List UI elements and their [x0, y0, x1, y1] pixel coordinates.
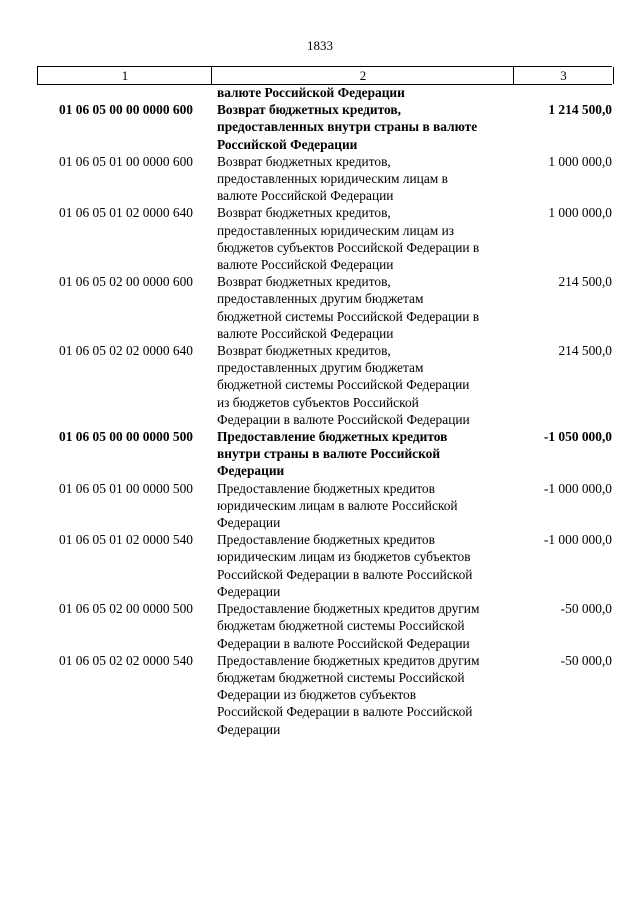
row-value: 214 500,0: [558, 274, 612, 290]
table-row: [37, 204, 612, 273]
table-row: [37, 600, 612, 652]
row-code: [37, 84, 215, 101]
table-row: [37, 652, 612, 738]
row-value: 1 214 500,0: [548, 102, 612, 118]
row-code: 01 06 05 01 02 0000 540: [59, 532, 193, 548]
row-name: Предоставление бюджетных кредитов юридическим лицам из бюджетов субъектов Российской Федерации в валюте Российской Федерации: [217, 532, 473, 599]
row-name: Возврат бюджетных кредитов, предоставленных юридическим лицам в валюте Российской Федерации: [217, 153, 448, 204]
row-name: Предоставление бюджетных кредитов юридическим лицам в валюте Российской Федерации: [217, 480, 458, 531]
row-code: 01 06 05 02 02 0000 640: [59, 343, 193, 359]
row-name: Возврат бюджетных кредитов, предоставленных юридическим лицам из бюджетов субъектов Российской Федерации в валюте Российской Федерации: [217, 205, 480, 273]
row-code: 01 06 05 02 02 0000 540: [59, 652, 193, 668]
table-row: [37, 531, 612, 600]
header-col-3: 3: [513, 67, 614, 84]
row-value: -1 050 000,0: [543, 429, 612, 445]
row-code: 01 06 05 00 00 0000 500: [59, 429, 193, 445]
table-row: [37, 101, 612, 153]
row-code: 01 06 05 00 00 0000 600: [59, 102, 193, 118]
row-value: -1 000 000,0: [543, 480, 612, 496]
row-name: Предоставление бюджетных кредитов другим бюджетам бюджетной системы Российской Федерации из бюджетов субъектов Российской Федерации в валюте Российской Федерации: [217, 652, 480, 737]
row-code: 01 06 05 02 00 0000 500: [59, 601, 193, 617]
row-value: -1 000 000,0: [543, 532, 612, 548]
header-col-2: 2: [211, 67, 514, 84]
row-value: [481, 84, 612, 101]
table-header: [37, 66, 612, 85]
table-row: [37, 428, 612, 480]
row-name: Возврат бюджетных кредитов, предоставленных другим бюджетам бюджетной системы Российской Федерации в валюте Российской Федерации: [217, 274, 480, 341]
row-name: Возврат бюджетных кредитов, предоставленных другим бюджетам бюджетной системы Российской Федерации из бюджетов субъектов Российской Федерации в валюте Российской Федерации: [217, 343, 470, 427]
header-col-1: 1: [37, 67, 212, 84]
row-code: 01 06 05 01 02 0000 640: [59, 205, 193, 221]
table-row: [37, 84, 612, 101]
table-row: [37, 153, 612, 205]
table-row: [37, 480, 612, 532]
row-code: 01 06 05 01 00 0000 600: [59, 153, 193, 169]
table-body: [37, 84, 612, 738]
row-code: 01 06 05 01 00 0000 500: [59, 480, 193, 496]
page-number: 1833: [307, 38, 333, 53]
row-name: валюте Российской Федерации: [217, 85, 405, 100]
row-value: 1 000 000,0: [548, 153, 612, 169]
row-name: Предоставление бюджетных кредитов другим бюджетам бюджетной системы Российской Федерации в валюте Российской Федерации: [217, 601, 480, 651]
row-name: Предоставление бюджетных кредитов внутри страны в валюте Российской Федерации: [217, 429, 448, 479]
row-value: -50 000,0: [560, 652, 612, 668]
row-code: 01 06 05 02 00 0000 600: [59, 274, 193, 290]
row-value: -50 000,0: [560, 601, 612, 617]
row-name: Возврат бюджетных кредитов, предоставленных внутри страны в валюте Российской Федерации: [217, 102, 478, 152]
table-row: [37, 342, 612, 428]
row-value: 1 000 000,0: [548, 205, 612, 221]
table-row: [37, 273, 612, 342]
row-value: 214 500,0: [558, 343, 612, 359]
